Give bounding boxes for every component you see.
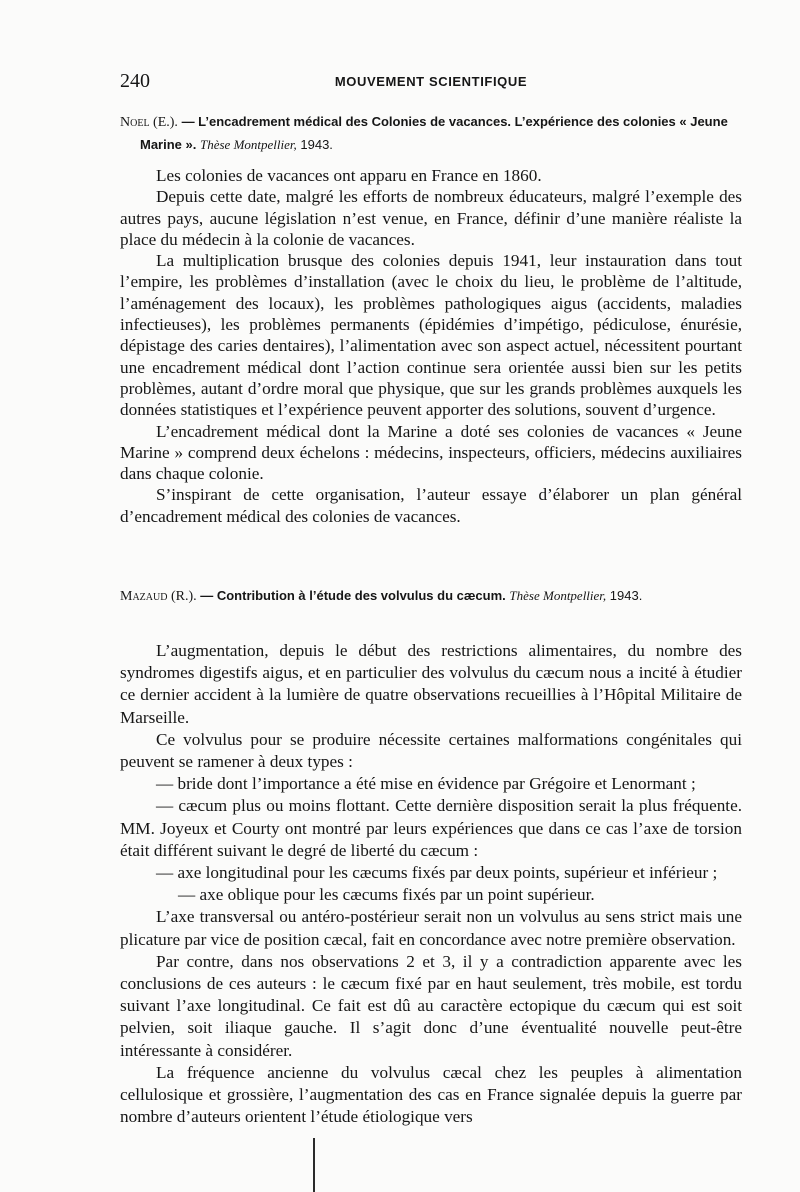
entry2-thesis: Thèse Montpellier, [509, 588, 607, 603]
entry2-heading [120, 585, 742, 608]
entry2-list-item: — cæcum plus ou moins flottant. Cette dernière disposition serait la plus fréquente. MM. Joyeux et Courty ont montré par leurs expériences que dans ce cas l’axe de torsion était différent suivant le degré de liberté du cæcum : [120, 796, 742, 860]
entry2-paragraph: Par contre, dans nos observations 2 et 3, il y a contradiction apparente avec les conclusions de ces auteurs : le cæcum fixé par en haut seulement, très mobile, est tordu suivant l’axe longitudinal. Ce fait est dû au caractère ectopique du cæcum qui est soit pelvien, soit iliaque gauche. Il s’agit donc d’une éventualité nouvelle peut-être intéressante à considérer. [120, 951, 742, 1060]
entry1-thesis: Thèse Montpellier, [199, 137, 297, 152]
entry1-paragraph: La multiplication brusque des colonies depuis 1941, leur instauration dans tout l’empire, les problèmes d’installation (avec le choix du lieu, le problème de l’altitude, l’aménagement des locaux), les problèmes pathologiques aigus (accidents, maladies infectieuses), les problèmes permanents (épidémies d’impétigo, pédiculose, énurésie, dépistage des caries dentaires), l’alimentation avec son aspect actuel, nécessitent pourtant une encadrement médical dont l’action continue sera orientée aussi bien sur les petits problèmes, autant d’ordre moral que physique, que sur les grands problèmes auxquels les données statistiques et l’expérience peuvent apporter des solutions, souvent d’urgence. [120, 251, 742, 420]
entry2-list-item: — axe oblique pour les cæcums fixés par un point supérieur. [178, 885, 595, 905]
entry2-paragraph: La fréquence ancienne du volvulus cæcal chez les peuples à alimentation cellulosique et grossière, l’augmentation des cas en France signalée depuis la guerre par nombre d’auteurs orientent l’étude étiologique vers [120, 1062, 742, 1127]
entry2-title: — Contribution à l’étude des volvulus du cæcum. [200, 588, 506, 603]
running-title: MOUVEMENT SCIENTIFIQUE [334, 74, 528, 89]
entry1-author: Noel (E.). [120, 115, 178, 130]
binding-rule [313, 1138, 315, 1192]
entry2-paragraph: Ce volvulus pour se produire nécessite certaines malformations congénitales qui peuvent se ramener à deux types : [120, 729, 742, 772]
entry2-list-item: — bride dont l’importance a été mise en évidence par Grégoire et Lenormant ; [156, 774, 696, 794]
entry1-paragraph: S’inspirant de cette organisation, l’auteur essaye d’élaborer un plan général d’encadrement médical des colonies de vacances. [120, 485, 742, 526]
entry2-year: 1943. [609, 588, 643, 603]
entry1-paragraph: Les colonies de vacances ont apparu en France en 1860. [156, 166, 542, 185]
entry2-body [120, 640, 742, 1128]
entry1-paragraph: L’encadrement médical dont la Marine a doté ses colonies de vacances « Jeune Marine » comprend deux échelons : médecins, inspecteurs, officiers, médecins auxiliaires dans chaque colonie. [120, 421, 742, 484]
entry2-list-item: — axe longitudinal pour les cæcums fixés par deux points, supérieur et inférieur ; [156, 863, 718, 883]
page-number: 240 [120, 70, 150, 92]
entry2-paragraph: L’axe transversal ou antéro-postérieur serait non un volvulus au sens strict mais une plicature par vice de position cæcal, fait en concordance avec notre première observation. [120, 907, 742, 949]
page-header [120, 70, 742, 90]
entry1-title: — L’encadrement médical des Colonies de vacances. L’expérience des colonies « Jeune Marine ». [140, 114, 728, 152]
entry2-author: Mazaud (R.). [120, 589, 197, 604]
entry2-paragraph: L’augmentation, depuis le début des restrictions alimentaires, du nombre des syndromes digestifs aigus, et en particulier des volvulus du cæcum nous a incité à étudier ce dernier accident à la lumière de quatre observations recueillies à l’Hôpital Militaire de Marseille. [120, 641, 742, 727]
entry1-paragraph: Depuis cette date, malgré les efforts de nombreux éducateurs, malgré l’exemple des autres pays, aucune législation n’est venue, en France, définir d’une manière réaliste la place du médecin à la colonie de vacances. [120, 187, 742, 249]
entry1-body [120, 165, 742, 527]
entry1-heading [120, 111, 742, 156]
entry1-year: 1943. [300, 137, 333, 152]
